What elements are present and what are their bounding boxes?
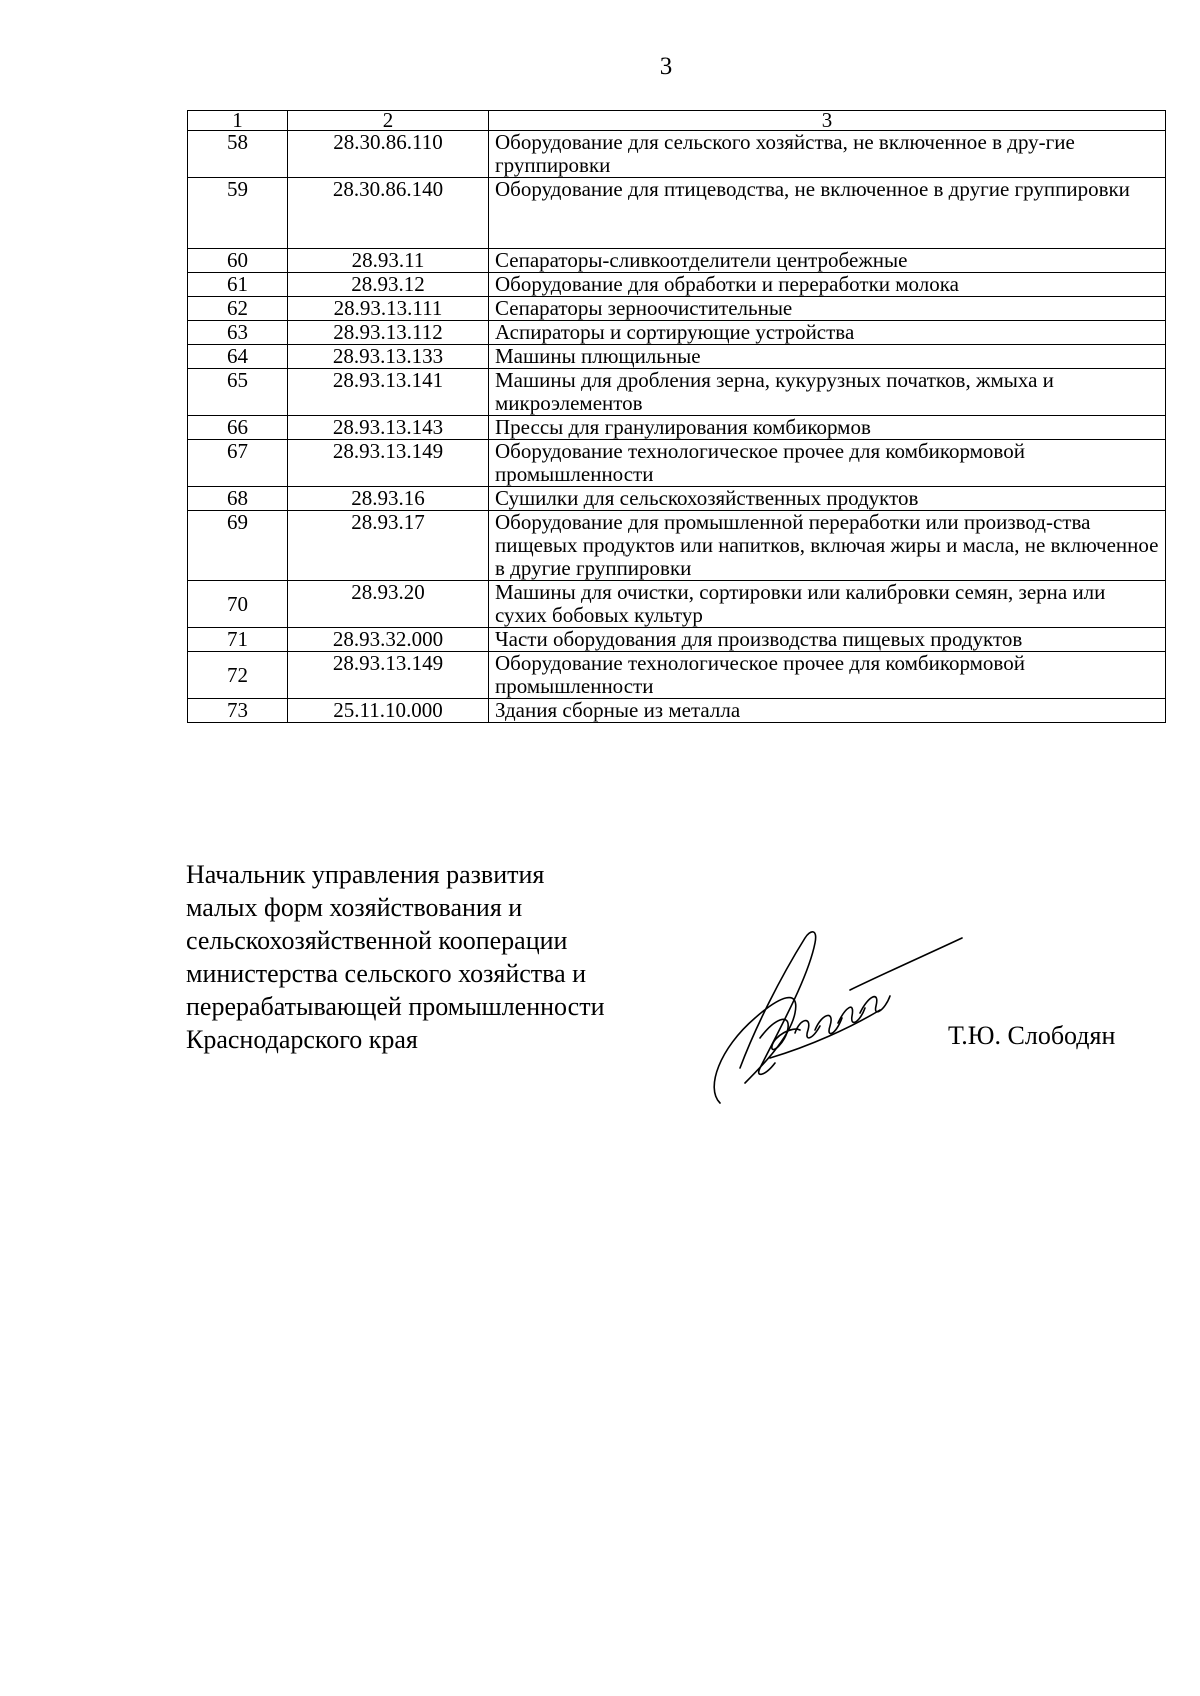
row-code: 28.30.86.140 <box>288 178 489 249</box>
row-number: 72 <box>188 652 288 699</box>
row-code: 28.93.13.141 <box>288 369 489 416</box>
signatory-title-line: Краснодарского края <box>186 1025 418 1054</box>
row-name: Части оборудования для производства пищевых продуктов <box>489 628 1166 652</box>
row-number: 62 <box>188 297 288 321</box>
table-row <box>188 297 1166 321</box>
equipment-table <box>187 110 1166 723</box>
table-row <box>188 511 1166 581</box>
table-row <box>188 369 1166 416</box>
column-header-1: 1 <box>188 111 288 131</box>
table-header-row <box>188 111 1166 131</box>
row-number: 68 <box>188 487 288 511</box>
row-name: Прессы для гранулирования комбикормов <box>489 416 1166 440</box>
row-number: 66 <box>188 416 288 440</box>
row-code: 28.93.13.112 <box>288 321 489 345</box>
table-row <box>188 699 1166 723</box>
row-code: 28.30.86.110 <box>288 131 489 178</box>
signatory-title-line: министерства сельского хозяйства и <box>186 959 587 988</box>
row-number: 69 <box>188 511 288 581</box>
row-number: 71 <box>188 628 288 652</box>
table-row <box>188 652 1166 699</box>
row-code: 25.11.10.000 <box>288 699 489 723</box>
handwritten-signature <box>700 918 970 1118</box>
row-code: 28.93.13.149 <box>288 440 489 487</box>
signatory-title-line: перерабатывающей промышленности <box>186 992 605 1021</box>
row-name: Оборудование для птицеводства, не включенное в другие группировки <box>489 178 1166 249</box>
row-name: Машины для очистки, сортировки или калибровки семян, зерна или сухих бобовых культур <box>489 581 1166 628</box>
row-code: 28.93.13.143 <box>288 416 489 440</box>
row-name: Машины плющильные <box>489 345 1166 369</box>
row-number: 61 <box>188 273 288 297</box>
table-row <box>188 273 1166 297</box>
table-row <box>188 416 1166 440</box>
table-row <box>188 345 1166 369</box>
row-number: 67 <box>188 440 288 487</box>
row-number: 59 <box>188 178 288 249</box>
row-number: 73 <box>188 699 288 723</box>
row-name: Оборудование для промышленной переработки или производ-ства пищевых продуктов или напитков, включая жиры и масла, не включенное в другие группировки <box>489 511 1166 581</box>
row-code: 28.93.13.111 <box>288 297 489 321</box>
row-name: Оборудование технологическое прочее для комбикормовой промышленности <box>489 440 1166 487</box>
signatory-title-line: сельскохозяйственной кооперации <box>186 926 568 955</box>
signatory-title-line: малых форм хозяйствования и <box>186 893 523 922</box>
table-row <box>188 178 1166 249</box>
row-number: 70 <box>188 581 288 628</box>
row-code: 28.93.11 <box>288 249 489 273</box>
row-name: Здания сборные из металла <box>489 699 1166 723</box>
signatory-title-line: Начальник управления развития <box>186 860 545 889</box>
table-row <box>188 581 1166 628</box>
row-name: Сепараторы зерноочистительные <box>489 297 1166 321</box>
table-row <box>188 131 1166 178</box>
row-name: Сушилки для сельскохозяйственных продуктов <box>489 487 1166 511</box>
row-code: 28.93.13.149 <box>288 652 489 699</box>
row-number: 60 <box>188 249 288 273</box>
row-code: 28.93.20 <box>288 581 489 628</box>
row-name: Сепараторы-сливкоотделители центробежные <box>489 249 1166 273</box>
table-row <box>188 321 1166 345</box>
column-header-2: 2 <box>288 111 489 131</box>
table-row <box>188 487 1166 511</box>
page-number: 3 <box>659 53 673 80</box>
row-name: Оборудование для сельского хозяйства, не включенное в дру-гие группировки <box>489 131 1166 178</box>
row-name: Оборудование для обработки и переработки молока <box>489 273 1166 297</box>
row-number: 65 <box>188 369 288 416</box>
row-code: 28.93.17 <box>288 511 489 581</box>
row-number: 63 <box>188 321 288 345</box>
table-row <box>188 249 1166 273</box>
signatory-title <box>186 858 605 1056</box>
row-name: Машины для дробления зерна, кукурузных початков, жмыха и микроэлементов <box>489 369 1166 416</box>
column-header-3: 3 <box>489 111 1166 131</box>
row-name: Оборудование технологическое прочее для комбикормовой промышленности <box>489 652 1166 699</box>
row-code: 28.93.13.133 <box>288 345 489 369</box>
row-name: Аспираторы и сортирующие устройства <box>489 321 1166 345</box>
row-code: 28.93.32.000 <box>288 628 489 652</box>
row-code: 28.93.16 <box>288 487 489 511</box>
row-code: 28.93.12 <box>288 273 489 297</box>
row-number: 58 <box>188 131 288 178</box>
table-row <box>188 440 1166 487</box>
signatory-name: Т.Ю. Слободян <box>948 1021 1116 1050</box>
table-row <box>188 628 1166 652</box>
row-number: 64 <box>188 345 288 369</box>
